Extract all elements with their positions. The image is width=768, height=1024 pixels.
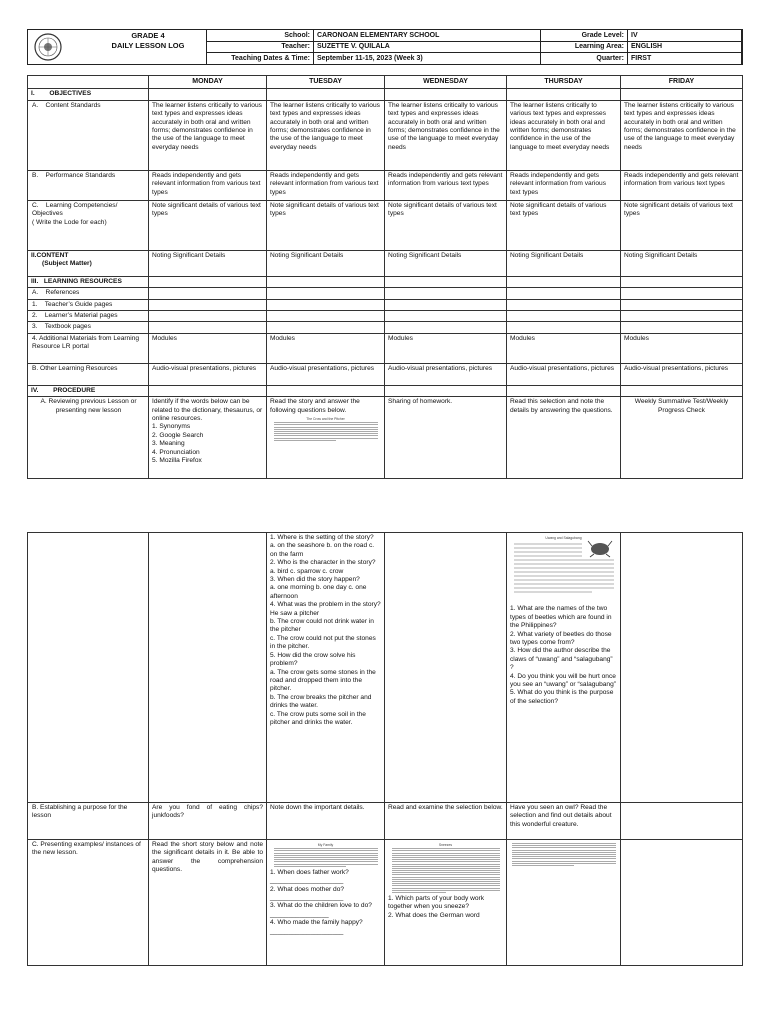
cell-text: Reads independently and gets relevant information from various text types [385, 170, 507, 200]
cell-text: Sharing of homework. [385, 397, 507, 479]
cell-text: Reads independently and gets relevant information from various text types [149, 170, 267, 200]
cell-text: Read the short story below and note the significant details in it. Be able to answer the comprehension questions. [149, 840, 267, 966]
dates-value: September 11-15, 2023 (Week 3) [314, 53, 541, 65]
cell-text: Modules [621, 333, 743, 363]
day-tuesday: TUESDAY [267, 76, 385, 89]
tuesday-review-cell [267, 397, 385, 479]
grade-label: Grade Level: [541, 30, 628, 42]
table-row [28, 397, 743, 479]
cell-text: 1. Which parts of your body work together when you sneeze? 2. What does the German word [388, 894, 485, 919]
day-monday: MONDAY [149, 76, 267, 89]
cell-text: The learner listens critically to various text types and expresses ideas accurately in both oral and written forms; demonstrates confidence in the use of the language to meet everyday needs [267, 100, 385, 170]
row-label-content: II.CONTENT (Subject Matter) [28, 250, 149, 276]
cell-text: Note significant details of various text types [507, 200, 621, 250]
cell-text: Audio-visual presentations, pictures [267, 363, 385, 385]
table-row [28, 299, 743, 310]
area-label: Learning Area: [541, 41, 628, 53]
cell-text: Audio-visual presentations, pictures [385, 363, 507, 385]
row-label-purpose: B. Establishing a purpose for the lesson [28, 803, 149, 840]
cell-text: The learner listens critically to various text types and expresses ideas accurately in both oral and written forms; demonstrates confidence in the use of the language to meet everyday needs [385, 100, 507, 170]
cell-text [621, 803, 743, 840]
story-title: My Family [317, 843, 334, 847]
dates-label: Teaching Dates & Time: [207, 53, 314, 65]
thursday-presenting-cell [507, 840, 621, 966]
cell-text: Modules [507, 333, 621, 363]
cell-text: The learner listens critically to various text types and expresses ideas accurately in both oral and written forms; demonstrates confidence in the use of the language to meet everyday needs [621, 100, 743, 170]
selection-title: Uwang and Salagubang [545, 536, 582, 540]
cell-text: Audio-visual presentations, pictures [507, 363, 621, 385]
table-row [28, 333, 743, 363]
table-row [28, 200, 743, 250]
title-grade: GRADE 4 [131, 31, 165, 40]
title-dll: DAILY LESSON LOG [111, 41, 185, 50]
row-label-competencies: C. Learning Competencies/ Objectives ( Write the Lode for each) [28, 200, 149, 250]
cell-text: Modules [385, 333, 507, 363]
cell-text: Identify if the words below can be related to the dictionary, thesaurus, or online resources. 1. Synonyms 2. Google Search 3. Meaning 4. Pronunciation 5. Mozilla Firefox [149, 397, 267, 479]
cell-text: Weekly Summative Test/Weekly Progress Check [621, 397, 743, 479]
day-header-row [28, 76, 743, 89]
table-row [28, 170, 743, 200]
school-value: CARONOAN ELEMENTARY SCHOOL [314, 30, 541, 42]
cell-text: The learner listens critically to various text types and expresses ideas accurately in both oral and written forms; demonstrates confidence in the use of the language to meet everyday needs [149, 100, 267, 170]
table-row [28, 89, 743, 100]
owl-selection-image [512, 843, 616, 866]
cell-text: Note significant details of various text types [385, 200, 507, 250]
table-row [28, 322, 743, 333]
table-row [28, 363, 743, 385]
teacher-label: Teacher: [207, 41, 314, 53]
beetle-selection-image [512, 536, 616, 603]
cell-text: Note significant details of various text types [621, 200, 743, 250]
lesson-plan-table-page1 [27, 75, 743, 479]
cell-text: Modules [149, 333, 267, 363]
lesson-plan-table-page2 [27, 532, 743, 966]
tuesday-presenting-cell [267, 840, 385, 966]
row-label-performance-standards: B. Performance Standards [28, 170, 149, 200]
cell-text: 1. What are the names of the two types of beetles which are found in the Philippines? 2. What variety of beetles do those two types come from? 3. How did the author describe the claws of “uwang” and “salagubang” ? 4. Do you think you will be hurt once you see an “uwang” or “salagubang” 5. What do you think is the purpose of the selection? [510, 605, 616, 705]
log-title [68, 31, 228, 51]
row-label-other: B. Other Learning Resources [28, 363, 149, 385]
grade-value: IV [628, 30, 743, 42]
section-procedure: IV. PROCEDURE [28, 385, 149, 396]
area-value: ENGLISH [628, 41, 743, 53]
blank-corner [28, 76, 149, 89]
quarter-value: FIRST [628, 53, 743, 65]
cell-text: 1. Where is the setting of the story? a. on the seashore b. on the road c. on the farm 2. Who is the character in the story? a. bird c. sparrow c. crow 3. When did the story happen? a. one morning b. one day c. one afternoon 4. What was the problem in the story? He saw a pitcher b. The crow could not drink water in the pitcher c. The crow could not put the stones in the pitcher. 5. How did the crow solve his problem? a. The crow gets some stones in the road and dropped them into the pitcher. b. The crow breaks the pitcher and drinks the water. c. The crow puts some soil in the pitcher and drinks the water. [267, 533, 385, 803]
cell-text: Read the story and answer the following questions below. [270, 398, 360, 414]
section-objectives: I. OBJECTIVES [28, 89, 149, 100]
story-title: The Crow and the Pitcher [306, 417, 345, 422]
cell-text: Noting Significant Details [507, 250, 621, 276]
cell-text: Have you seen an owl? Read the selection and find out details about this wonderful creature. [507, 803, 621, 840]
table-row [28, 100, 743, 170]
quarter-label: Quarter: [541, 53, 628, 65]
cell-text: Read this selection and note the details by answering the questions. [507, 397, 621, 479]
thursday-continued-cell [507, 533, 621, 803]
table-row [28, 840, 743, 966]
table-row [28, 533, 743, 803]
story-excerpt-image [274, 417, 378, 441]
row-label-additional: 4. Additional Materials from Learning Resource LR portal [28, 333, 149, 363]
selection-title: Sneezes [438, 843, 453, 847]
cell-text: Read and examine the selection below. [385, 803, 507, 840]
school-label: School: [207, 30, 314, 42]
row-label-content-standards: A. Content Standards [28, 100, 149, 170]
cell-text: Audio-visual presentations, pictures [149, 363, 267, 385]
table-row [28, 385, 743, 396]
row-label-textbook: 3. Textbook pages [28, 322, 149, 333]
cell-text: Modules [267, 333, 385, 363]
table-row [28, 311, 743, 322]
cell-text: Noting Significant Details [385, 250, 507, 276]
section-resources: III. LEARNING RESOURCES [28, 276, 149, 287]
header [27, 29, 742, 65]
teacher-value: SUZETTE V. QUILALA [314, 41, 541, 53]
table-row [28, 803, 743, 840]
row-label-reviewing: A. Reviewing previous Lesson or presenting new lesson [28, 397, 149, 479]
cell-text: Note down the important details. [267, 803, 385, 840]
row-label-references: A. References [28, 288, 149, 299]
cell-text: Noting Significant Details [621, 250, 743, 276]
row-label-teachers-guide: 1. Teacher’s Guide pages [28, 299, 149, 310]
day-thursday: THURSDAY [507, 76, 621, 89]
day-wednesday: WEDNESDAY [385, 76, 507, 89]
day-friday: FRIDAY [621, 76, 743, 89]
cell-text: Are you fond of eating chips? junkfoods? [149, 803, 267, 840]
row-label-presenting: C. Presenting examples/ instances of the new lesson. [28, 840, 149, 966]
header-info-table [206, 29, 743, 65]
table-row [28, 276, 743, 287]
family-story-image [274, 843, 378, 867]
cell-text: 1. When does father work? ____________________ 2. What does mother do? ____________________ 3. What do the children love to do? ________________ 4. Who made the family happy? ____________________ [270, 868, 372, 935]
deped-seal-icon [31, 32, 65, 62]
cell-text: Note significant details of various text types [149, 200, 267, 250]
cell-text: Noting Significant Details [149, 250, 267, 276]
row-label-learners-material: 2. Learner’s Material pages [28, 311, 149, 322]
wednesday-presenting-cell [385, 840, 507, 966]
cell-text: Reads independently and gets relevant information from various text types [267, 170, 385, 200]
cell-text: The learner listens critically to various text types and expresses ideas accurately in both oral and written forms; demonstrates confidence in the use of the language to meet everyday needs [507, 100, 621, 170]
beetle-icon [512, 540, 616, 600]
table-row [28, 250, 743, 276]
cell-text: Reads independently and gets relevant information from various text types [507, 170, 621, 200]
cell-text: Reads independently and gets relevant information from various text types [621, 170, 743, 200]
cell-text: Audio-visual presentations, pictures [621, 363, 743, 385]
table-row [28, 288, 743, 299]
cell-text: Noting Significant Details [267, 250, 385, 276]
sneezes-selection-image [392, 843, 500, 893]
cell-text: Note significant details of various text types [267, 200, 385, 250]
